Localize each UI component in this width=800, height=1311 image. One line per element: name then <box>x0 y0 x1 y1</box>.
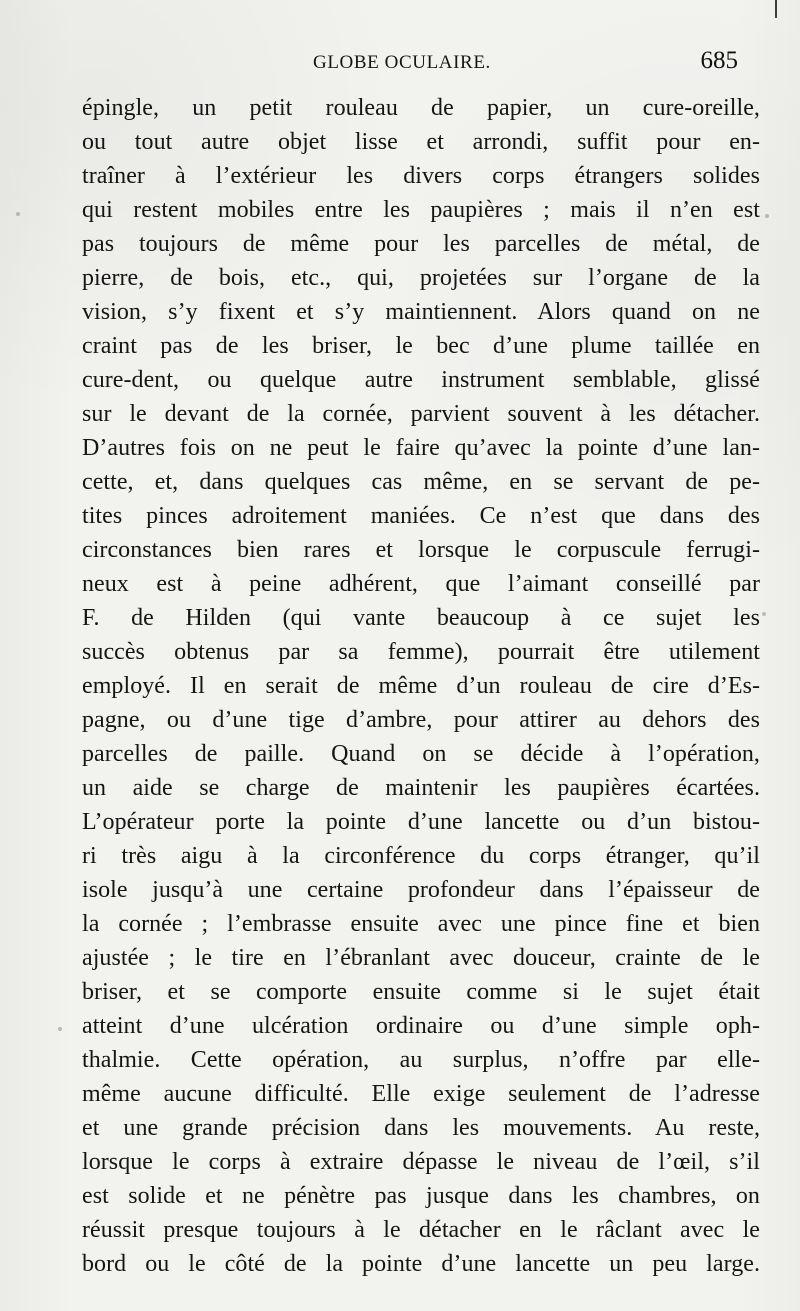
text-line: employé. Il en serait de même d’un rouleau de cire d’Es- <box>82 673 760 699</box>
text-line: réussit presque toujours à le détacher en le râclant avec le <box>82 1217 760 1243</box>
text-line: bord ou le côté de la pointe d’une lancette un peu large. <box>82 1251 760 1277</box>
text-line: atteint d’une ulcération ordinaire ou d’une simple oph- <box>82 1013 760 1039</box>
text-line: un aide se charge de maintenir les paupières écartées. <box>82 775 760 801</box>
text-line: circonstances bien rares et lorsque le corpuscule ferrugi- <box>82 537 760 563</box>
running-title: GLOBE OCULAIRE. <box>313 52 491 73</box>
paper-speck <box>16 212 20 216</box>
text-line: lorsque le corps à extraire dépasse le niveau de l’œil, s’il <box>82 1149 760 1175</box>
text-line: pagne, ou d’une tige d’ambre, pour attirer au dehors des <box>82 707 760 733</box>
page-number: 685 <box>700 47 738 74</box>
paper-speck <box>58 1027 62 1031</box>
text-line: traîner à l’extérieur les divers corps étrangers solides <box>82 163 760 189</box>
text-line: ajustée ; le tire en l’ébranlant avec douceur, crainte de le <box>82 945 760 971</box>
text-line: cure-dent, ou quelque autre instrument semblable, glissé <box>82 367 760 393</box>
text-line: L’opérateur porte la pointe d’une lancette ou d’un bistou- <box>82 809 760 835</box>
text-line: thalmie. Cette opération, au surplus, n’offre par elle- <box>82 1047 760 1073</box>
paper-speck <box>762 612 766 616</box>
text-line: briser, et se comporte ensuite comme si le sujet était <box>82 979 760 1005</box>
text-line: D’autres fois on ne peut le faire qu’avec la pointe d’une lan- <box>82 435 760 461</box>
main-text-block <box>82 91 760 1291</box>
text-line: succès obtenus par sa femme), pourrait être utilement <box>82 639 760 665</box>
text-line: même aucune difficulté. Elle exige seulement de l’adresse <box>82 1081 760 1107</box>
text-line: neux est à peine adhérent, que l’aimant conseillé par <box>82 571 760 597</box>
text-line: isole jusqu’à une certaine profondeur dans l’épaisseur de <box>82 877 760 903</box>
text-line: et une grande précision dans les mouvements. Au reste, <box>82 1115 760 1141</box>
text-line: parcelles de paille. Quand on se décide à l’opération, <box>82 741 760 767</box>
text-line: ou tout autre objet lisse et arrondi, suffit pour en- <box>82 129 760 155</box>
scan-edge-mark <box>775 0 777 18</box>
running-header <box>78 47 738 77</box>
text-line: épingle, un petit rouleau de papier, un cure-oreille, <box>82 95 760 121</box>
text-line: cette, et, dans quelques cas même, en se servant de pe- <box>82 469 760 495</box>
text-line: pierre, de bois, etc., qui, projetées sur l’organe de la <box>82 265 760 291</box>
text-line: craint pas de les briser, le bec d’une plume taillée en <box>82 333 760 359</box>
text-line: la cornée ; l’embrasse ensuite avec une pince fine et bien <box>82 911 760 937</box>
text-line: qui restent mobiles entre les paupières ; mais il n’en est <box>82 197 760 223</box>
text-line: pas toujours de même pour les parcelles de métal, de <box>82 231 760 257</box>
paper-speck <box>765 214 769 218</box>
text-line: sur le devant de la cornée, parvient souvent à les détacher. <box>82 401 760 427</box>
text-line: vision, s’y fixent et s’y maintiennent. Alors quand on ne <box>82 299 760 325</box>
text-line: ri très aigu à la circonférence du corps étranger, qu’il <box>82 843 760 869</box>
text-line: est solide et ne pénètre pas jusque dans les chambres, on <box>82 1183 760 1209</box>
text-line: F. de Hilden (qui vante beaucoup à ce sujet les <box>82 605 760 631</box>
text-line: tites pinces adroitement maniées. Ce n’est que dans des <box>82 503 760 529</box>
